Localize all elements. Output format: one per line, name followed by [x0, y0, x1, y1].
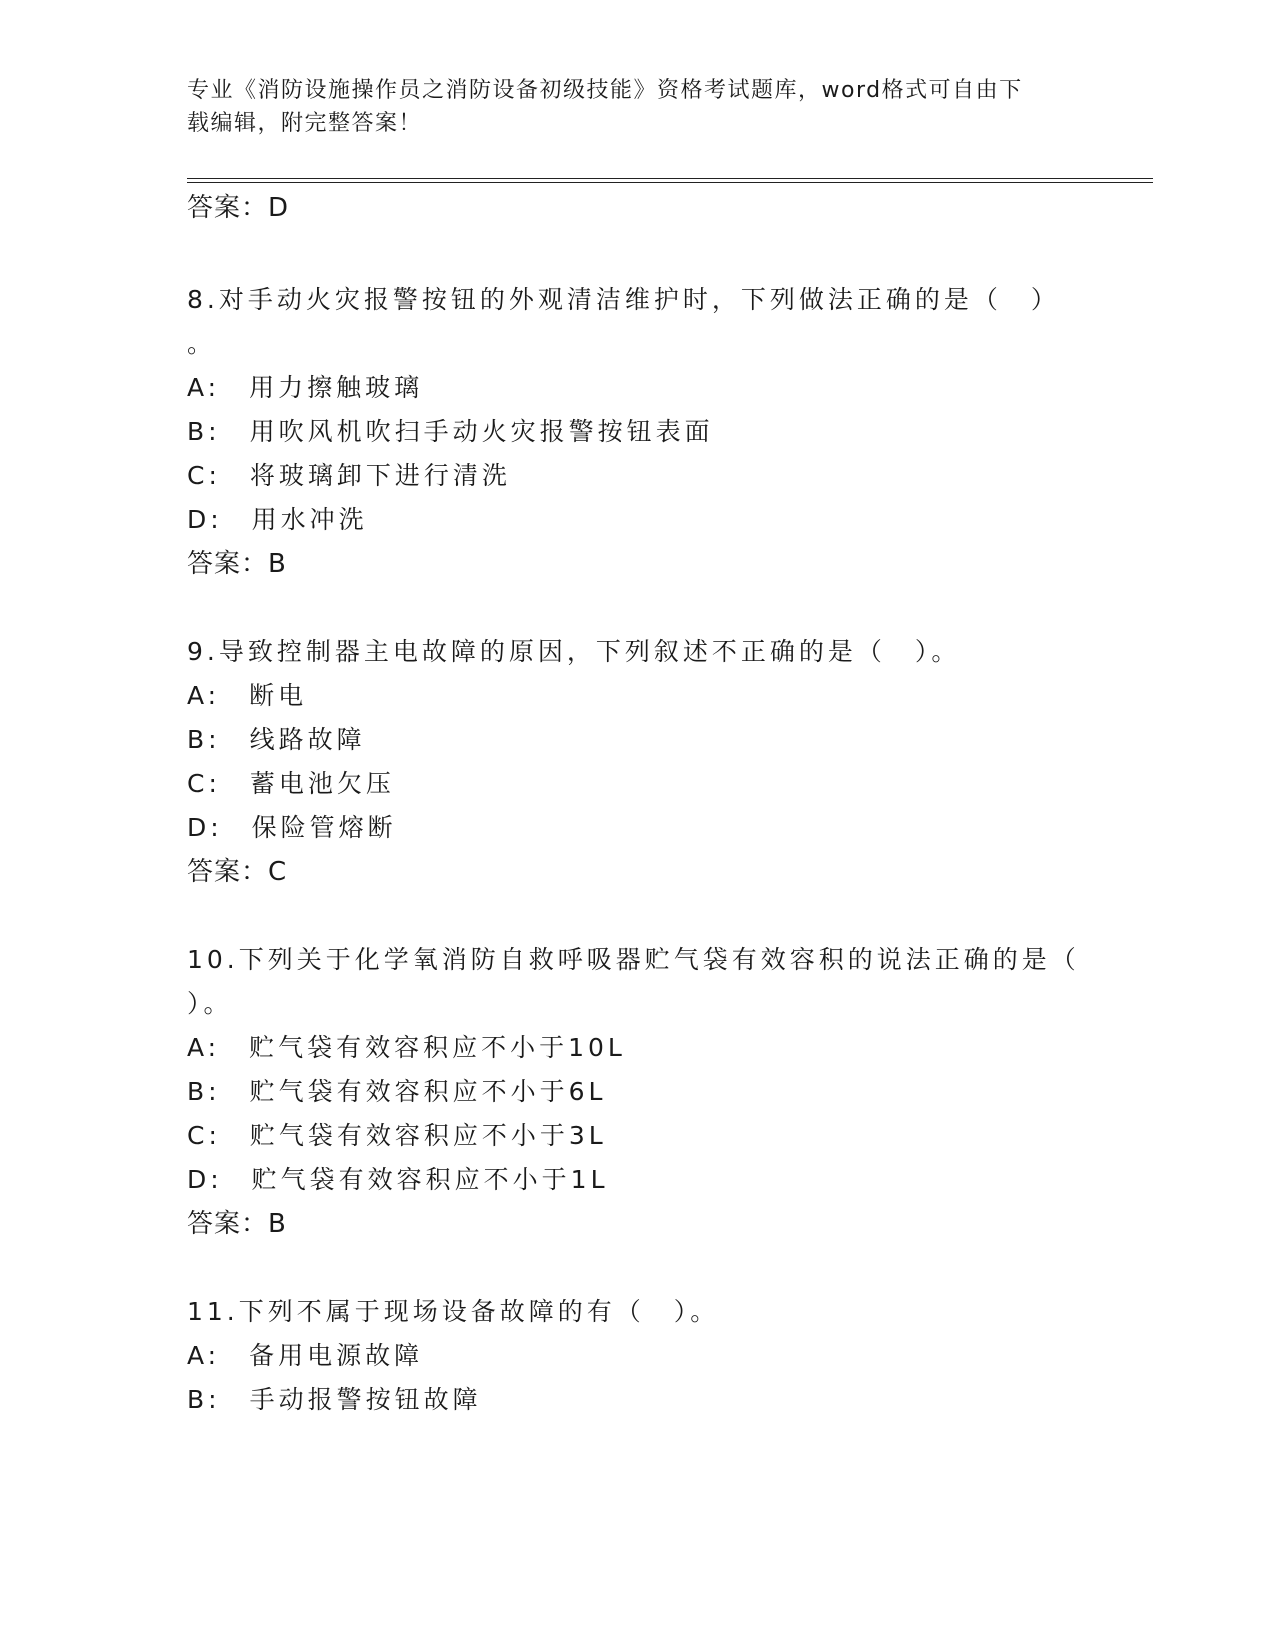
q9-option-b: B: 线路故障 — [187, 725, 366, 754]
q11-stem-line-1: 11.下列不属于现场设备故障的有（ ）。 — [187, 1297, 720, 1326]
q8-option-b: B: 用吹风机吹扫手动火灾报警按钮表面 — [187, 417, 714, 446]
q8-option-c: C: 将玻璃卸下进行清洗 — [187, 461, 511, 490]
q11-option-b: B: 手动报警按钮故障 — [187, 1385, 482, 1414]
q9-option-c: C: 蓄电池欠压 — [187, 769, 395, 798]
q8-stem-line-2: 。 — [187, 329, 217, 358]
q8-option-a: A: 用力擦触玻璃 — [187, 373, 424, 402]
document-header — [187, 74, 1067, 140]
q10-stem-line-2: ）。 — [187, 989, 233, 1018]
header-line-2: 载编辑，附完整答案！ — [187, 111, 423, 136]
q10-option-b: B: 贮气袋有效容积应不小于6L — [187, 1077, 607, 1106]
q9-stem-line-1: 9.导致控制器主电故障的原因，下列叙述不正确的是（ ）。 — [187, 637, 961, 666]
header-divider-bottom — [187, 182, 1153, 183]
q9-option-d: D: 保险管熔断 — [187, 813, 397, 842]
q9-answer: 答案：C — [187, 857, 288, 887]
q9-option-a: A: 断电 — [187, 681, 308, 710]
q8-stem-line-1: 8.对手动火灾报警按钮的外观清洁维护时，下列做法正确的是（ ） — [187, 285, 1060, 314]
q10-option-d: D: 贮气袋有效容积应不小于1L — [187, 1165, 609, 1194]
q10-answer: 答案：B — [187, 1209, 287, 1239]
q8-option-d: D: 用水冲洗 — [187, 505, 368, 534]
q10-stem-line-1: 10.下列关于化学氧消防自救呼吸器贮气袋有效容积的说法正确的是（ — [187, 945, 1080, 974]
q10-option-c: C: 贮气袋有效容积应不小于3L — [187, 1121, 607, 1150]
header-divider-top — [187, 178, 1153, 179]
q10-option-a: A: 贮气袋有效容积应不小于10L — [187, 1033, 626, 1062]
header-line-1: 专业《消防设施操作员之消防设备初级技能》资格考试题库，word格式可自由下 — [187, 78, 1023, 103]
answer-previous: 答案：D — [187, 193, 290, 223]
q11-option-a: A: 备用电源故障 — [187, 1341, 424, 1370]
q8-answer: 答案：B — [187, 549, 287, 579]
